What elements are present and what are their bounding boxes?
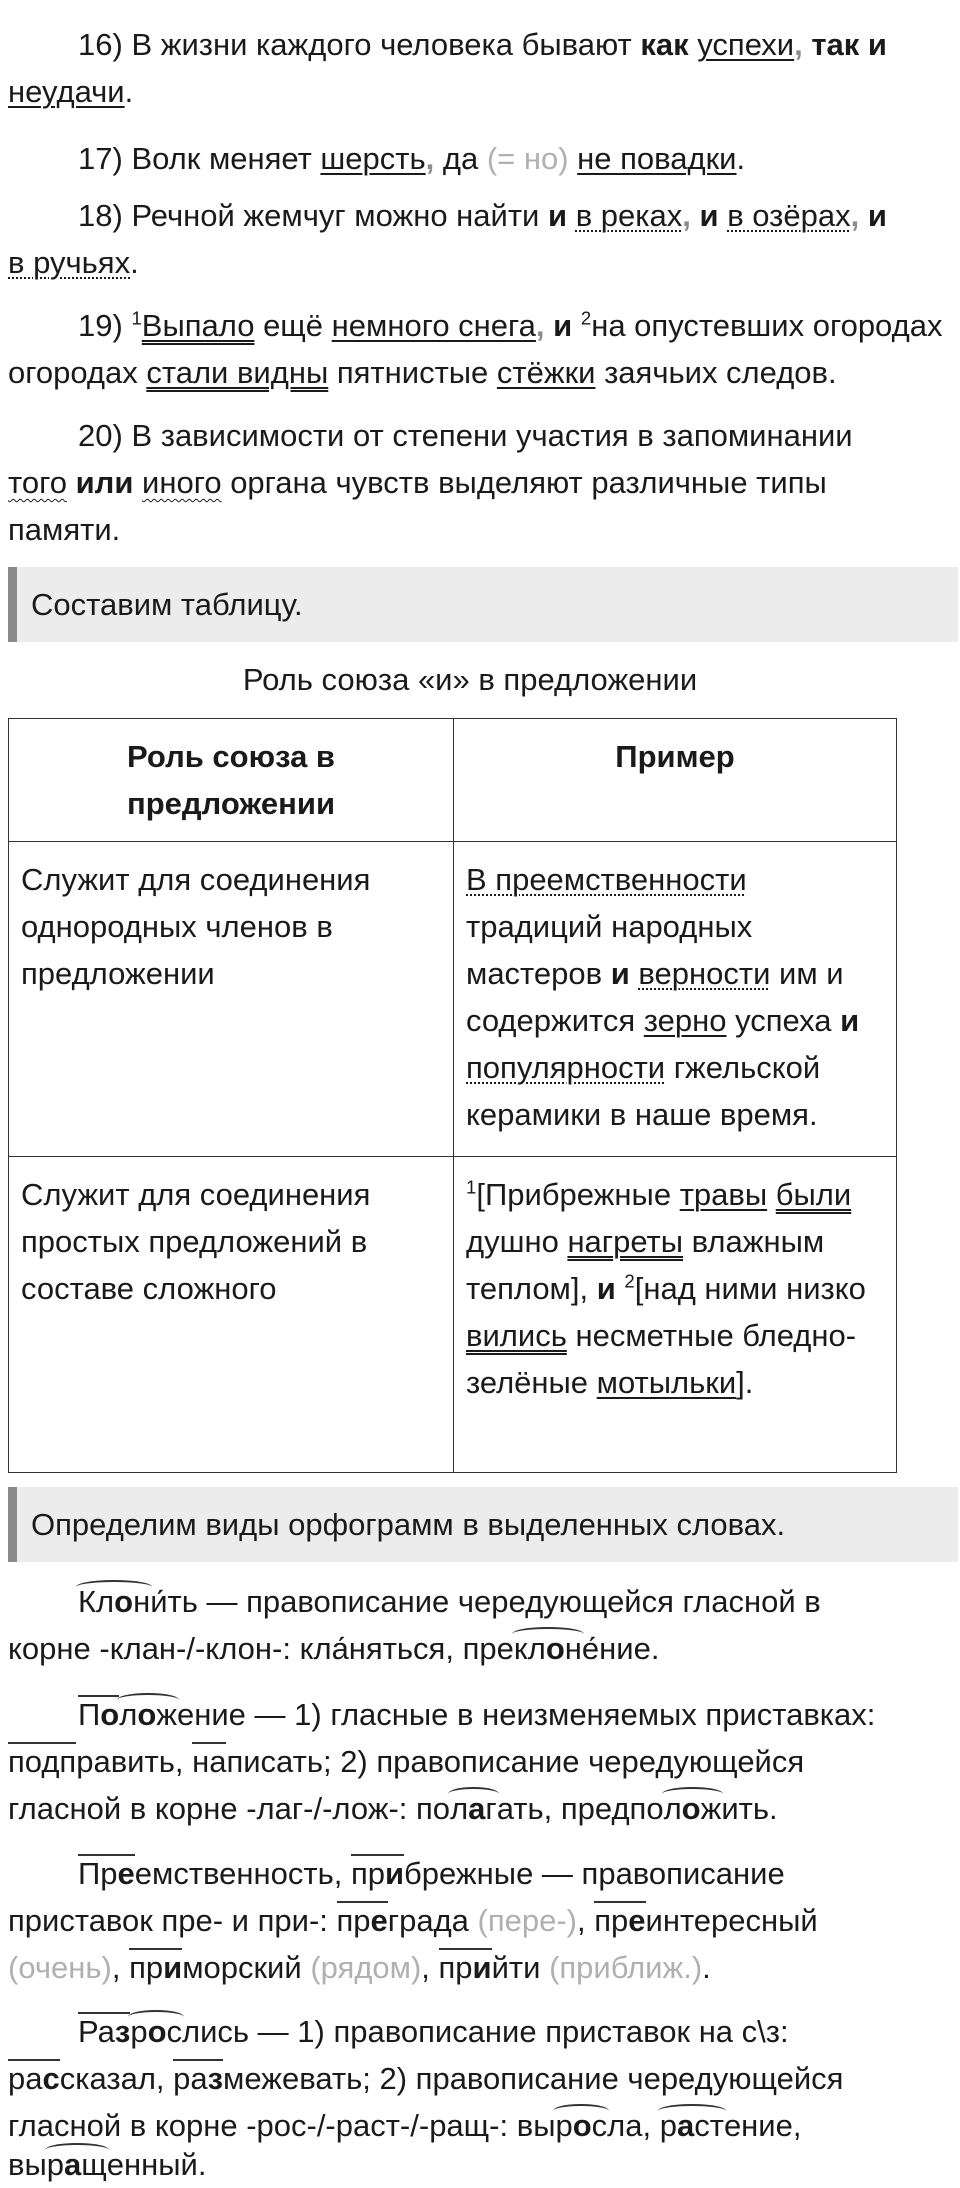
table-caption: Роль союза «и» в предложении [242, 662, 698, 697]
column-header-example: Пример [454, 719, 897, 842]
sentence-20-cont2: памяти. [8, 512, 121, 547]
sentence-20: 20) В зависимости от степени участия в запоминании [78, 418, 853, 453]
conjunction-role-table [8, 718, 897, 1473]
orthogram-entry-cont: приставок пре- и при-: преграда (пере-), преинтересный [8, 1903, 818, 1938]
sentence-19: 19) $^1$Выпало ещё немного снега, и $^2$на опустевших огородах [78, 307, 943, 343]
role-cell: Служит для соединения однородных членов в предложении [9, 842, 454, 1157]
orthogram-entry-cont: рассказал, размежевать; 2) правописание чередующейся [8, 2061, 844, 2096]
orthogram-entry-cont: гласной в корне -рос-/-раст-/-ращ-: выросла, растение, [8, 2102, 948, 2149]
example-cell: $^1$[Прибрежные травы были душно нагреты влажным теплом], и $^2$[над ними низко вились несметные бледно-зелёные мотыльки]. [454, 1157, 897, 1473]
sentence-19-cont: огородах стали видны пятнистые стёжки заячьих следов. [8, 355, 837, 390]
orthogram-entry: Разрослись — 1) правописание приставок на с\з: [8, 2008, 960, 2055]
role-cell: Служит для соединения простых предложений в составе сложного [9, 1157, 454, 1473]
orthogram-entry-cont: (очень), приморский (рядом), прийти (приближ.). [8, 1950, 711, 1985]
orthogram-entry-cont: корне -клан-/-клон-: кла́няться, преклоне́ние. [8, 1625, 948, 1672]
sentence-18: 18) Речной жемчуг можно найти и в реках, и в озёрах, и [78, 198, 887, 233]
sentence-18-cont: в ручьях. [8, 245, 139, 280]
table-row [9, 1157, 897, 1473]
orthogram-entry: Положение — 1) гласные в неизменяемых приставках: [8, 1691, 960, 1738]
sentence-16-cont: неудачи. [8, 74, 134, 109]
orthogram-entry-cont: подправить, написать; 2) правописание чередующейся [8, 1744, 805, 1779]
root-mark: Клон [78, 1578, 150, 1625]
sentence-16: 16) В жизни каждого человека бывают как успехи, так и [78, 27, 887, 62]
sentence-17: 17) Волк меняет шерсть, да (= но) не повадки. [78, 141, 746, 176]
orthogram-entry-cont: выращенный. [8, 2141, 948, 2188]
column-header-role: Роль союза в предложении [9, 719, 454, 842]
orthogram-entry-cont: гласной в корне -лаг-/-лож-: полагать, предположить. [8, 1785, 948, 1832]
section-banner-table: Составим таблицу. [8, 567, 958, 642]
sentence-20-cont: того или иного органа чувств выделяют различные типы [8, 465, 827, 500]
table-header-row [9, 719, 897, 842]
orthogram-entry: Преемственность, прибрежные — правописание [78, 1856, 785, 1891]
example-cell: В преемственности традиций народных мастеров и верности им и содержится зерно успеха и популярности гжельской керамики в наше время. [454, 842, 897, 1157]
orthogram-entry: Клони́ть — правописание чередующейся гласной в [8, 1578, 960, 1625]
table-row [9, 842, 897, 1157]
section-banner-orthograms: Определим виды орфограмм в выделенных словах. [8, 1487, 958, 1562]
